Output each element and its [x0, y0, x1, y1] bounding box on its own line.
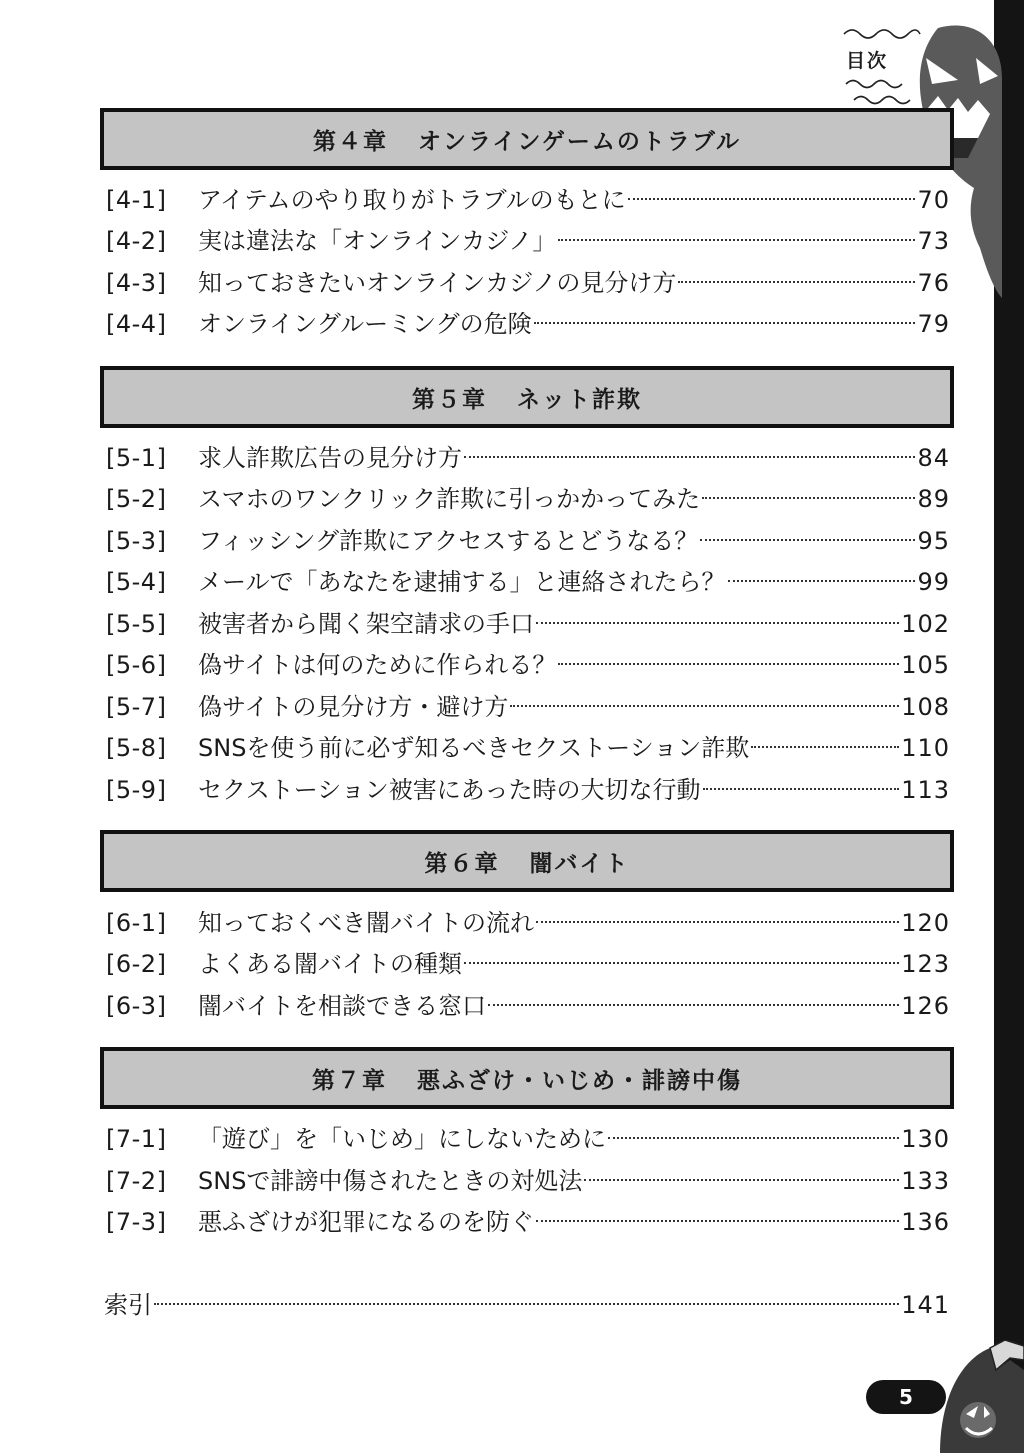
toc-entry-6-1[interactable] — [106, 907, 950, 939]
section-label: 目次 — [846, 50, 889, 72]
entry-title: 偽サイトの見分け方・避け方 — [198, 693, 509, 721]
entry-title: セクストーション被害にあった時の大切な行動 — [198, 776, 701, 804]
dot-leader — [536, 622, 899, 624]
entry-title: SNSを使う前に必ず知るべきセクストーション詐欺 — [198, 734, 750, 762]
toc-entry-index[interactable] — [104, 1289, 950, 1321]
chapter-title: オンラインゲームのトラブル — [418, 128, 741, 155]
dot-leader — [488, 1004, 899, 1006]
dot-leader — [534, 322, 916, 324]
toc-entry-5-2[interactable] — [106, 483, 950, 515]
dot-leader — [154, 1303, 899, 1305]
chapter-4-header — [100, 108, 954, 170]
entry-code: [7-3] — [106, 1208, 167, 1236]
dot-leader — [702, 497, 915, 499]
chapter-5-header — [100, 366, 954, 428]
entry-page: 70 — [917, 186, 950, 214]
entry-title: 知っておくべき闇バイトの流れ — [198, 909, 534, 937]
toc-entry-4-4[interactable] — [106, 308, 950, 340]
entry-code: [5-1] — [106, 444, 167, 472]
chapter-title: ネット詐欺 — [517, 386, 642, 413]
entry-page: 108 — [901, 693, 950, 721]
toc-entry-7-3[interactable] — [106, 1206, 950, 1238]
dot-leader — [608, 1137, 899, 1139]
dot-leader — [678, 281, 915, 283]
entry-title: 偽サイトは何のために作られる？ — [198, 651, 557, 679]
chapter-6-header — [100, 830, 954, 892]
entry-page: 141 — [901, 1291, 950, 1319]
dot-leader — [464, 962, 899, 964]
entry-code: [6-1] — [106, 909, 167, 937]
entry-code: [5-2] — [106, 485, 167, 513]
entry-title: 悪ふざけが犯罪になるのを防ぐ — [198, 1208, 534, 1236]
toc-entry-5-3[interactable] — [106, 525, 950, 557]
dot-leader — [536, 1220, 899, 1222]
entry-title: 闇バイトを相談できる窓口 — [198, 992, 486, 1020]
entry-title: オンライングルーミングの危険 — [198, 310, 532, 338]
entry-title: 「遊び」を「いじめ」にしないために — [198, 1125, 606, 1153]
toc-entry-4-1[interactable] — [106, 184, 950, 216]
dot-leader — [510, 705, 899, 707]
toc-entry-7-1[interactable] — [106, 1123, 950, 1155]
toc-entry-5-4[interactable] — [106, 566, 950, 598]
entry-code: [5-8] — [106, 734, 167, 762]
entry-page: 102 — [901, 610, 950, 638]
dot-leader — [464, 456, 915, 458]
entry-page: 73 — [917, 227, 950, 255]
entry-title: 被害者から聞く架空請求の手口 — [198, 610, 534, 638]
chapter-title: 悪ふざけ・いじめ・誹謗中傷 — [417, 1067, 742, 1094]
page-number-badge: 5 — [866, 1380, 946, 1414]
entry-page: 120 — [901, 909, 950, 937]
entry-title: 知っておきたいオンラインカジノの見分け方 — [198, 269, 677, 297]
entry-code: [7-2] — [106, 1167, 167, 1195]
entry-code: [5-9] — [106, 776, 167, 804]
dot-leader — [536, 921, 899, 923]
entry-code: [5-6] — [106, 651, 167, 679]
entry-page: 89 — [917, 485, 950, 513]
entry-code: [5-5] — [106, 610, 167, 638]
entry-title: スマホのワンクリック詐欺に引っかかってみた — [198, 485, 701, 513]
entry-code: [4-4] — [106, 310, 167, 338]
dot-leader — [703, 788, 900, 790]
dot-leader — [751, 746, 899, 748]
entry-page: 126 — [901, 992, 950, 1020]
dot-leader — [584, 1179, 899, 1181]
entry-page: 113 — [901, 776, 950, 804]
dot-leader — [728, 580, 916, 582]
entry-title: 実は違法な「オンラインカジノ」 — [198, 227, 557, 255]
entry-title: 求人詐欺広告の見分け方 — [198, 444, 462, 472]
entry-page: 79 — [917, 310, 950, 338]
entry-title: SNSで誹謗中傷されたときの対処法 — [198, 1167, 583, 1195]
entry-title: よくある闇バイトの種類 — [198, 950, 462, 978]
dot-leader — [628, 198, 916, 200]
entry-page: 76 — [917, 269, 950, 297]
toc-entry-5-1[interactable] — [106, 442, 950, 474]
entry-code: [6-3] — [106, 992, 167, 1020]
chapter-number: 第５章 — [412, 386, 487, 413]
entry-page: 84 — [917, 444, 950, 472]
toc-entry-5-8[interactable] — [106, 732, 950, 764]
dot-leader — [558, 663, 899, 665]
toc-entry-5-5[interactable] — [106, 608, 950, 640]
chapter-title: 闇バイト — [529, 850, 630, 877]
chapter-7-header — [100, 1047, 954, 1109]
entry-title: メールで「あなたを逮捕する」と連絡されたら？ — [198, 568, 726, 596]
entry-title: 索引 — [104, 1291, 152, 1319]
entry-page: 110 — [901, 734, 950, 762]
dot-leader — [558, 239, 915, 241]
entry-title: フィッシング詐欺にアクセスするとどうなる？ — [198, 527, 699, 555]
entry-title: アイテムのやり取りがトラブルのもとに — [198, 186, 626, 214]
chapter-number: 第４章 — [313, 128, 389, 155]
entry-page: 95 — [917, 527, 950, 555]
entry-code: [5-7] — [106, 693, 167, 721]
entry-code: [5-4] — [106, 568, 167, 596]
toc-entry-5-7[interactable] — [106, 691, 950, 723]
entry-code: [4-1] — [106, 186, 167, 214]
entry-page: 123 — [901, 950, 950, 978]
toc-entry-6-3[interactable] — [106, 990, 950, 1022]
toc-entry-4-2[interactable] — [106, 225, 950, 257]
entry-page: 130 — [901, 1125, 950, 1153]
entry-page: 99 — [917, 568, 950, 596]
entry-code: [6-2] — [106, 950, 167, 978]
entry-code: [4-2] — [106, 227, 167, 255]
entry-page: 136 — [901, 1208, 950, 1236]
entry-page: 133 — [901, 1167, 950, 1195]
toc-entry-6-2[interactable] — [106, 948, 950, 980]
toc-entry-5-6[interactable] — [106, 649, 950, 681]
chapter-number: 第７章 — [312, 1067, 387, 1094]
toc-entry-4-3[interactable] — [106, 267, 950, 299]
chapter-number: 第６章 — [424, 850, 500, 877]
entry-code: [4-3] — [106, 269, 167, 297]
entry-code: [7-1] — [106, 1125, 167, 1153]
toc-entry-7-2[interactable] — [106, 1165, 950, 1197]
entry-page: 105 — [901, 651, 950, 679]
entry-code: [5-3] — [106, 527, 167, 555]
toc-entry-5-9[interactable] — [106, 774, 950, 806]
dot-leader — [700, 539, 915, 541]
